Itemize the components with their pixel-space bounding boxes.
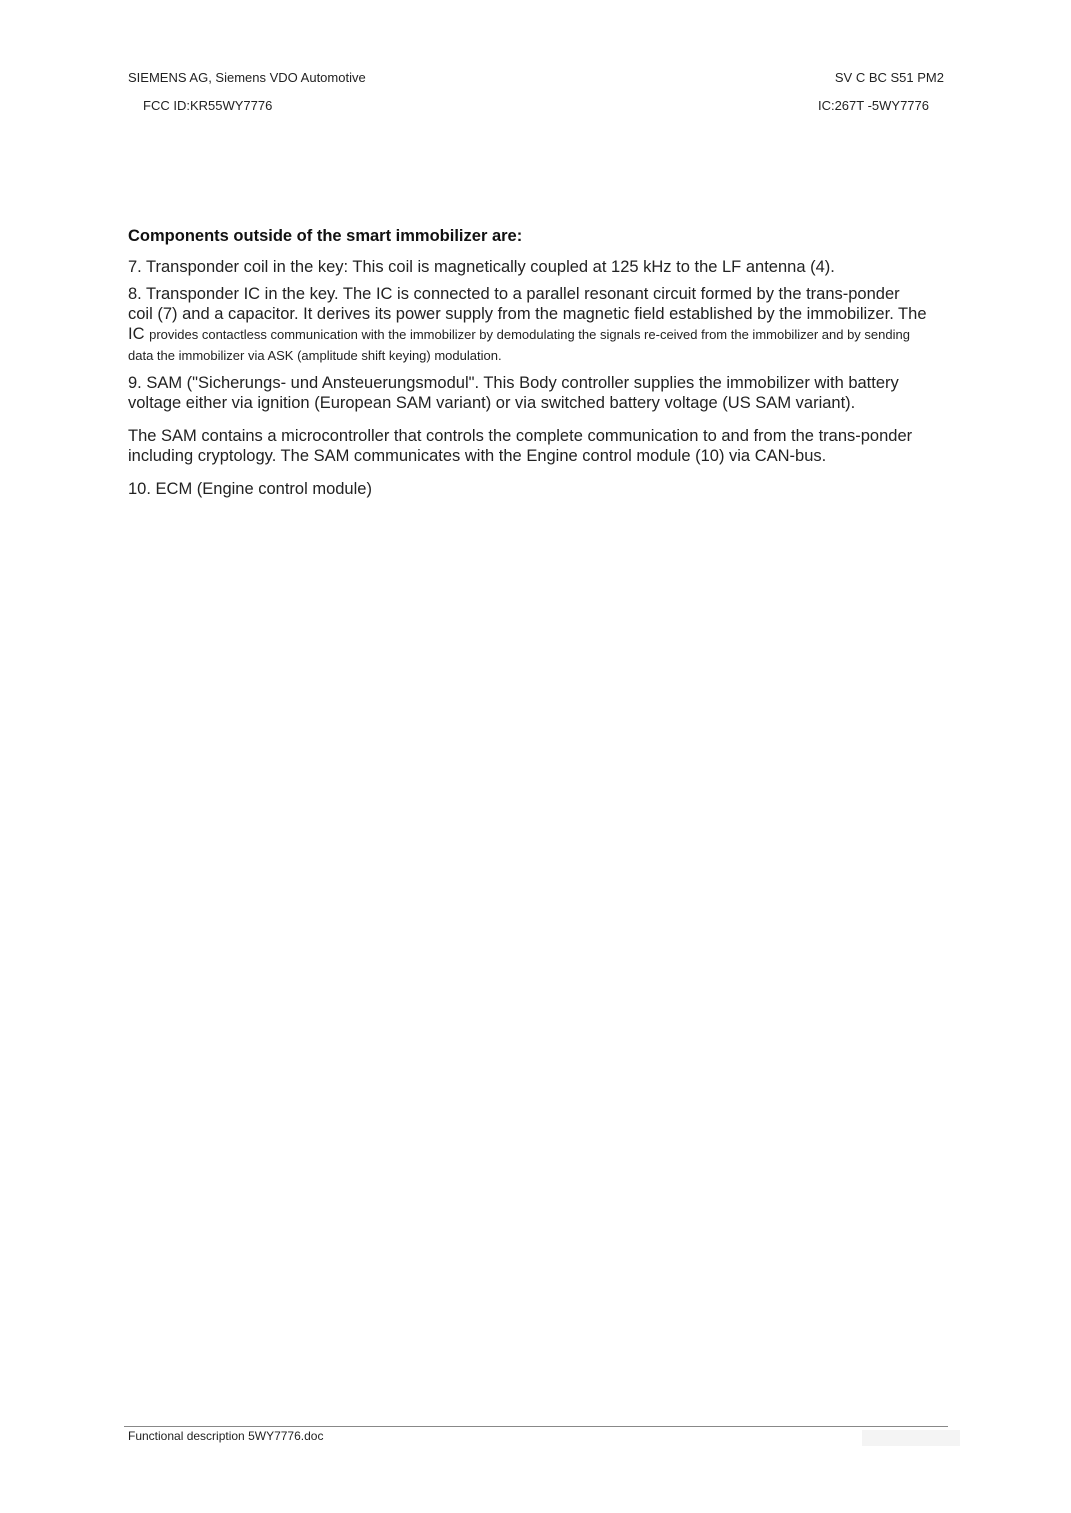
item-10-paragraph: 10. ECM (Engine control module): [128, 480, 372, 498]
item-9-paragraph: 9. SAM ("Sicherungs- und Ansteuerungsmodul". This Body controller supplies the immobilizer with battery voltage either via ignition (European SAM variant) or via switched battery voltage (US SAM variant).: [128, 374, 899, 412]
footer-scan-artifact: [862, 1430, 960, 1446]
item-8-small-text: provides contactless communication with the immobilizer by demodulating the signals re-ceived from the immobilizer and by sending data the immobilizer via ASK (amplitude shift keying) modulation.: [128, 327, 910, 363]
item-7-paragraph: 7. Transponder coil in the key: This coil is magnetically coupled at 125 kHz to the LF antenna (4).: [128, 258, 835, 276]
section-title: Components outside of the smart immobilizer are:: [128, 227, 523, 245]
item-8-main-text: 8. Transponder IC in the key. The IC is connected to a parallel resonant circuit formed by the trans-ponder coil (7) and a capacitor. It derives its power supply from the magnetic field established by the immobilizer. The IC: [128, 285, 927, 343]
item-8-paragraph: [128, 284, 928, 366]
footer-divider: [124, 1426, 948, 1427]
header-doc-code: SV C BC S51 PM2: [834, 70, 944, 85]
header-fcc-id: FCC ID:KR55WY7776: [143, 98, 273, 113]
sam-detail-paragraph: The SAM contains a microcontroller that controls the complete communication to and from the trans-ponder including cryptology. The SAM communicates with the Engine control module (10) via CAN-bus.: [128, 427, 913, 465]
footer-filename: Functional description 5WY7776.doc: [128, 1429, 324, 1443]
header-ic-id: IC:267T -5WY7776: [817, 98, 929, 113]
header-company: SIEMENS AG, Siemens VDO Automotive: [128, 70, 366, 85]
body-content: [128, 226, 928, 506]
